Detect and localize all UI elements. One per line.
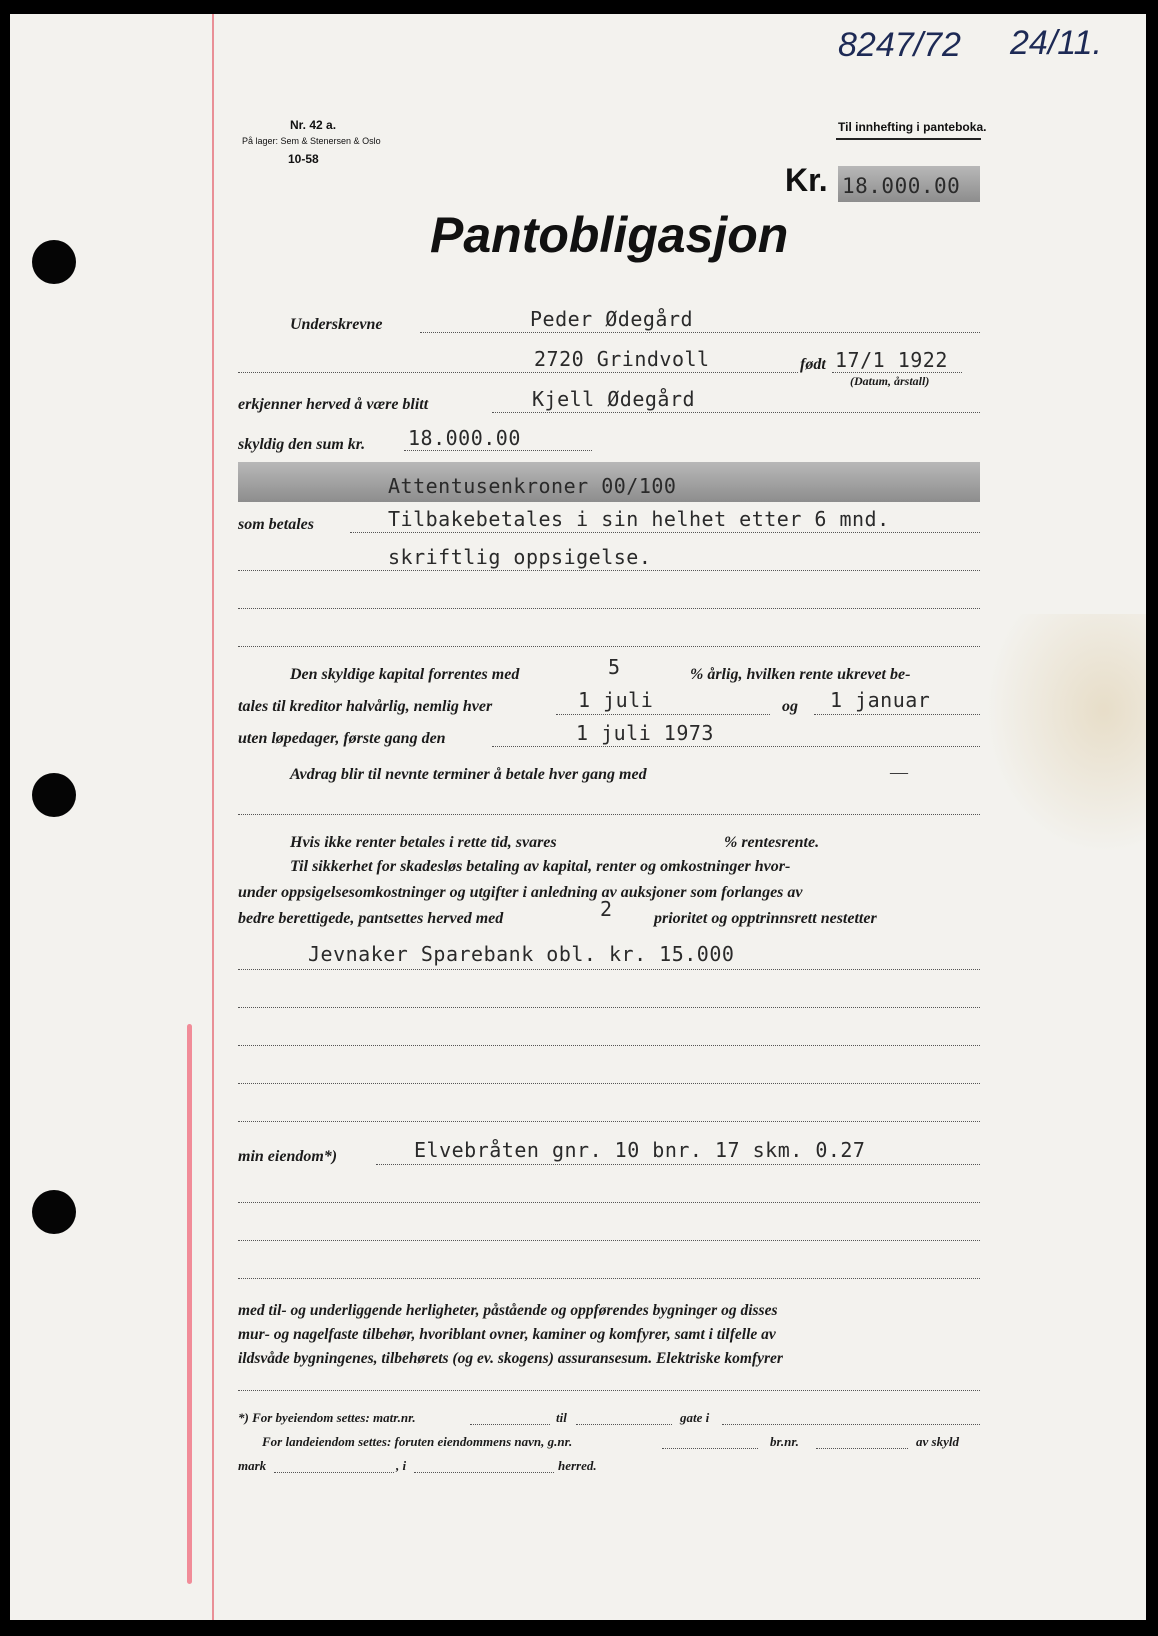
betales-rule-2: [238, 570, 980, 571]
fodt-line: [832, 372, 962, 373]
footnote-2a: For landeiendom settes: foruten eiendommens navn, g.nr.: [262, 1434, 573, 1449]
document-page: [10, 14, 1146, 1620]
reference-number: 8247/72: [838, 26, 961, 64]
fodt-label: født: [800, 356, 826, 373]
footnote-i-line: [414, 1472, 554, 1473]
security-para-2: under oppsigelsesomkostninger og utgifter i anledning av auksjoner som forlanges av: [238, 884, 803, 901]
form-date: 10-58: [288, 152, 319, 166]
binder-hole-top: [32, 240, 76, 284]
footnote-3a: mark: [238, 1458, 267, 1473]
water-stain: [985, 614, 1146, 854]
footnote-til-line: [576, 1424, 672, 1425]
date-1-line: [556, 714, 770, 715]
form-publisher: På lager: Sem & Stenersen & Oslo: [242, 136, 381, 146]
interest-text-1a: Den skyldige kapital forrentes med: [290, 666, 520, 683]
footnote-1a: *) For byeiendom settes: matr.nr.: [238, 1410, 416, 1425]
security-line-4: [238, 1083, 980, 1084]
footnote-matr-line: [470, 1424, 550, 1425]
betales-line2: skriftlig oppsigelse.: [388, 545, 652, 569]
closing-line-1: med til- og underliggende herligheter, påstående og oppførendes bygninger og disses: [238, 1302, 778, 1319]
rentesrente-text-b: % rentesrente.: [724, 834, 820, 851]
fodt-value: 17/1 1922: [835, 348, 948, 372]
security-line-2: [238, 1007, 980, 1008]
avdrag-value: —: [890, 762, 908, 782]
footnote-gnr-line: [662, 1448, 758, 1449]
interest-rate: 5: [608, 655, 621, 679]
footnote-mark-line: [274, 1472, 394, 1473]
prioritet-value: 2: [600, 897, 613, 921]
sum-line: [404, 450, 592, 451]
interest-og: og: [782, 698, 798, 715]
betales-rule-3: [238, 608, 980, 609]
margin-line: [212, 14, 214, 1620]
reference-date: 24/11.: [1010, 24, 1103, 62]
security-para-3a: bedre berettigede, pantsettes herved med: [238, 910, 504, 927]
security-para-3b: prioritet og opptrinnsrett nestetter: [654, 910, 877, 927]
datum-note: (Datum, årstall): [850, 374, 930, 388]
property-line-1: [376, 1164, 980, 1165]
header-note: Til innhefting i panteboka.: [838, 120, 987, 134]
creditor-line: [492, 412, 980, 413]
security-para-1: Til sikkerhet for skadesløs betaling av kapital, renter og omkostninger hvor-: [290, 858, 791, 875]
binder-hole-bottom: [32, 1190, 76, 1234]
rentesrente-text-a: Hvis ikke renter betales i rette tid, svares: [290, 834, 557, 851]
undersk-name: Peder Ødegård: [530, 307, 694, 331]
property-value: Elvebråten gnr. 10 bnr. 17 skm. 0.27: [414, 1138, 866, 1162]
address: 2720 Grindvoll: [534, 347, 710, 371]
avdrag-line: [238, 814, 980, 815]
header-note-rule: [836, 138, 981, 140]
footnote-2b: br.nr.: [770, 1434, 799, 1449]
closing-line-2: mur- og nagelfaste tilbehør, hvoriblant ovner, kaminer og komfyrer, samt i tilfelle av: [238, 1326, 776, 1343]
page-title: Pantobligasjon: [430, 207, 789, 263]
closing-line-3: ildsvåde bygningenes, tilbehørets (og ev. skogens) assuransesum. Elektriske komfyrer: [238, 1350, 783, 1367]
binder-hole-middle: [32, 773, 76, 817]
betales-line1: Tilbakebetales i sin helhet etter 6 mnd.: [388, 507, 890, 531]
undersk-line: [420, 332, 980, 333]
undersk-label: Underskrevne: [290, 316, 383, 333]
form-number: Nr. 42 a.: [290, 118, 337, 132]
closing-line-rule: [238, 1390, 980, 1391]
security-line-1: [238, 969, 980, 970]
interest-date-2: 1 januar: [830, 688, 931, 712]
footnote-1b: til: [556, 1410, 567, 1425]
security-line-3: [238, 1045, 980, 1046]
interest-text-2a: tales til kreditor halvårlig, nemlig hver: [238, 698, 493, 715]
first-date-line: [492, 746, 980, 747]
prior-loan: Jevnaker Sparebank obl. kr. 15.000: [308, 942, 735, 966]
footnote-1c: gate i: [680, 1410, 710, 1425]
property-line-2: [238, 1202, 980, 1203]
erkjenner-label: erkjenner herved å være blitt: [238, 396, 429, 413]
footnote-2c: av skyld: [916, 1434, 959, 1449]
sum-value: 18.000.00: [408, 426, 521, 450]
interest-text-1b: % årlig, hvilken rente ukrevet be-: [690, 666, 911, 683]
date-2-line: [814, 714, 980, 715]
footnote-3b: , i: [396, 1458, 407, 1473]
red-margin-mark: [187, 1024, 192, 1584]
property-line-3: [238, 1240, 980, 1241]
kr-label: Kr.: [785, 162, 828, 198]
sum-words: Attentusenkroner 00/100: [388, 474, 677, 498]
property-line-4: [238, 1278, 980, 1279]
security-line-5: [238, 1121, 980, 1122]
first-payment-date: 1 juli 1973: [576, 721, 714, 745]
footnote-gate-line: [722, 1424, 980, 1425]
interest-text-3a: uten løpedager, første gang den: [238, 730, 446, 747]
betales-label: som betales: [238, 516, 314, 533]
betales-rule-4: [238, 646, 980, 647]
footnote-3c: herred.: [558, 1458, 597, 1473]
avdrag-text: Avdrag blir til nevnte terminer å betale hver gang med: [290, 766, 647, 783]
header-amount: 18.000.00: [842, 174, 961, 198]
address-line: [238, 372, 798, 373]
skyldig-label: skyldig den sum kr.: [238, 436, 366, 453]
property-label: min eiendom*): [238, 1148, 338, 1165]
footnote-brnr-line: [816, 1448, 908, 1449]
interest-date-1: 1 juli: [578, 688, 654, 712]
betales-rule-1: [350, 532, 980, 533]
creditor-name: Kjell Ødegård: [532, 387, 696, 411]
